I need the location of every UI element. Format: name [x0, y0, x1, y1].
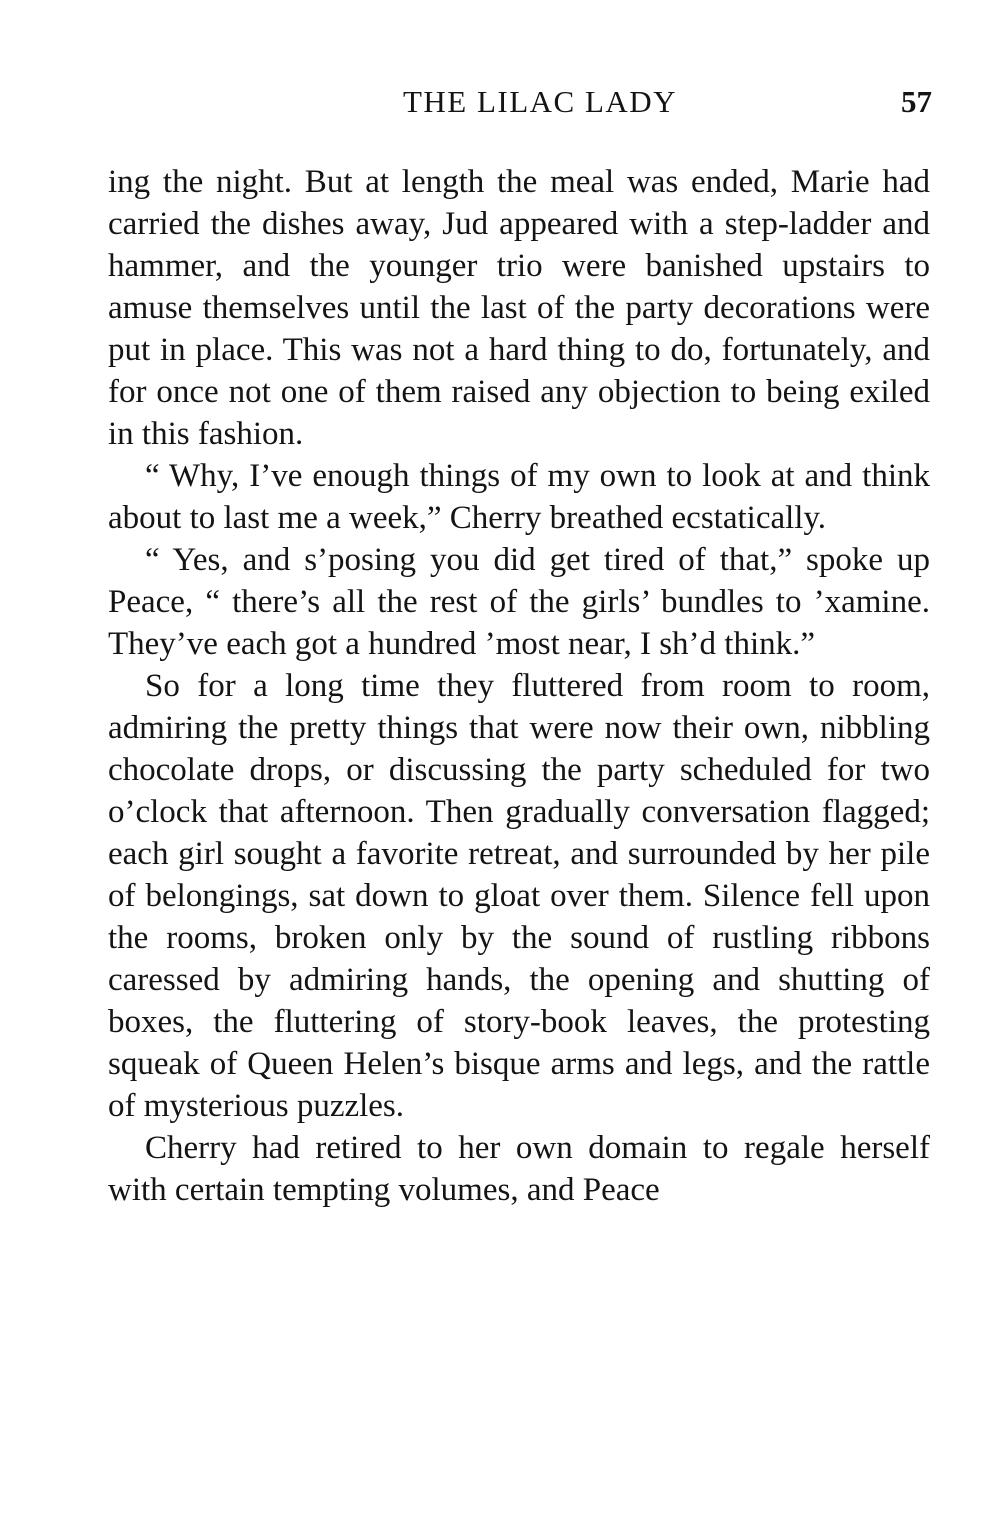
paragraph-4: So for a long time they fluttered from room to room, admiring the pretty things that were now their own, nibbling chocolate drops, or discussing the party scheduled for two o’clock that afternoon. Then gradually conversation flagged; each girl sought a favorite retreat, and surrounded by her pile of belongings, sat down to gloat over them. Silence fell upon the rooms, broken only by the sound of rustling ribbons caressed by admiring hands, the opening and shutting of boxes, the fluttering of story-book leaves, the protesting squeak of Queen Helen’s bisque arms and legs, and the rattle of mysterious puzzles.	[108, 668, 930, 1124]
paragraph-2: “ Why, I’ve enough things of my own to look at and think about to last me a week,” Cherry breathed ecstatically.	[108, 458, 930, 536]
paragraph-1: ing the night. But at length the meal was ended, Marie had carried the dishes away, Jud appeared with a step-ladder and hammer, and the younger trio were banished upstairs to amuse themselves until the last of the party decorations were put in place. This was not a hard thing to do, fortunately, and for once not one of them raised any objection to being exiled in this fashion.	[108, 164, 930, 452]
paragraph-3: “ Yes, and s’posing you did get tired of that,” spoke up Peace, “ there’s all the rest of the girls’ bundles to ’xamine. They’ve each got a hundred ’most near, I sh’d think.”	[108, 542, 930, 662]
running-title: THE LILAC LADY	[402, 84, 678, 119]
body-text	[108, 161, 930, 1211]
page-header	[108, 84, 932, 128]
page-number: 57	[901, 84, 932, 119]
paragraph-5: Cherry had retired to her own domain to regale herself with certain tempting volumes, and Peace	[108, 1130, 930, 1208]
